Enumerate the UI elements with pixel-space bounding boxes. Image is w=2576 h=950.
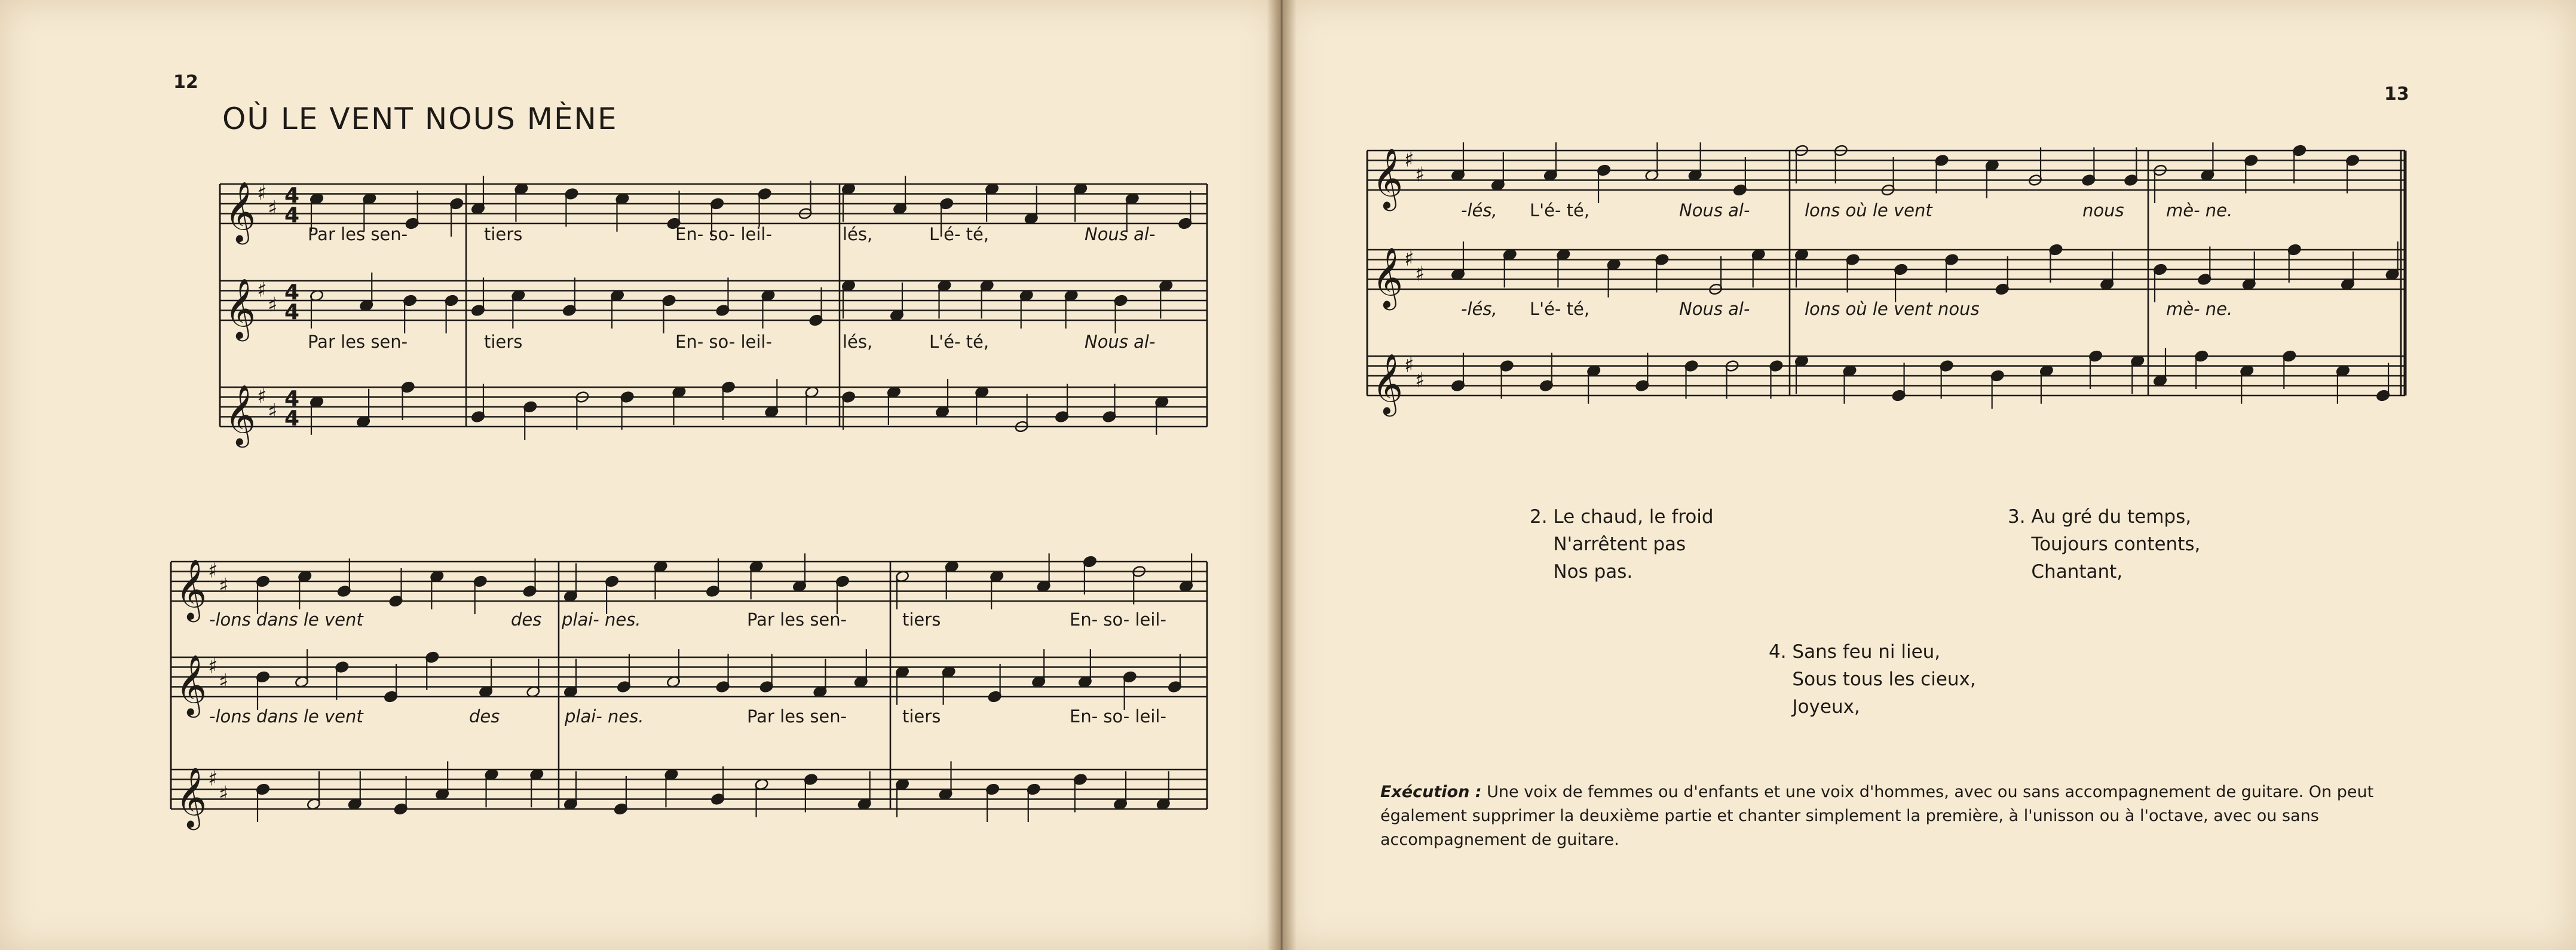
- s3-v2-l0: -lés,: [1461, 299, 1497, 319]
- s2-v1-l4: tiers: [902, 609, 941, 630]
- system3-staff1-clef: 𝄞: [1372, 147, 1404, 209]
- system2-staff2-sharp: ♯: [208, 654, 218, 679]
- time-signature: 4: [284, 300, 300, 324]
- execution-label: Exécution :: [1380, 783, 1482, 801]
- s1-v1-l5: Nous al-: [1085, 224, 1156, 244]
- s2-v2-l1: des: [469, 706, 500, 727]
- s3-v2-l1: L'é- té,: [1530, 299, 1590, 319]
- s2-v1-l1: des: [511, 609, 542, 630]
- time-signature: 4: [284, 406, 300, 431]
- s2-v1-l0: -lons dans le vent: [209, 609, 363, 630]
- s3-v2-l2: Nous al-: [1679, 299, 1750, 319]
- s2-v2-l4: tiers: [902, 706, 941, 727]
- s1-v1-l2: En- so- leil-: [675, 224, 772, 244]
- system3-staff1-sharp: ♯: [1404, 148, 1414, 172]
- system2-staff2-sharp: ♯: [219, 669, 229, 694]
- system1-staff1-sharp: ♯: [268, 196, 278, 220]
- system3-staff3-sharp: ♯: [1415, 368, 1425, 393]
- s1-v1-l3: lés,: [843, 224, 873, 244]
- time-signature: 4: [284, 387, 300, 411]
- system3-staff2-sharp: ♯: [1404, 247, 1414, 271]
- s3-v1-l5: mè- ne.: [2166, 200, 2233, 220]
- verse-3: 3. Au gré du temps, Toujours contents, Chantant,: [2008, 506, 2201, 583]
- system2-staff1-sharp: ♯: [208, 559, 218, 583]
- execution-note: [1380, 780, 2432, 852]
- system3-staff3-clef: 𝄞: [1372, 353, 1404, 414]
- page-number-right: 13: [2384, 84, 2409, 105]
- s2-v1-l5: En- so- leil-: [1070, 609, 1166, 630]
- s1-v1-l1: tiers: [484, 224, 523, 244]
- s2-v2-l5: En- so- leil-: [1070, 706, 1166, 727]
- s3-v2-l4: mè- ne.: [2166, 299, 2233, 319]
- verse-2: 2. Le chaud, le froid N'arrêtent pas Nos pas.: [1530, 506, 1714, 583]
- system2-staff2-clef: 𝄞: [176, 654, 207, 715]
- s1-v2-l4: L'é- té,: [929, 332, 990, 352]
- system3-staff3-sharp: ♯: [1404, 353, 1414, 378]
- verse-4: 4. Sans feu ni lieu, Sous tous les cieux, Joyeux,: [1769, 641, 1976, 718]
- system1-staff2-sharp: ♯: [257, 278, 267, 302]
- time-signature: 4: [284, 183, 300, 208]
- s1-v2-l1: tiers: [484, 332, 523, 352]
- system1-staff1-sharp: ♯: [257, 181, 267, 206]
- s1-v2-l2: En- so- leil-: [675, 332, 772, 352]
- system3-staff2-clef: 𝄞: [1372, 246, 1404, 308]
- system2-staff1-clef: 𝄞: [176, 558, 207, 620]
- page-number-left: 12: [173, 72, 198, 93]
- time-signature: 4: [284, 203, 300, 228]
- execution-text: Une voix de femmes ou d'enfants et une voix d'hommes, avec ou sans accompagnement de guitare. On peut également supprimer la deuxième partie et chanter simplement la première, à l'unisson ou à l'octave, avec ou sans accompagnement de guitare.: [1380, 783, 2374, 849]
- s2-v1-l2: plai- nes.: [562, 609, 641, 630]
- staves: [171, 147, 2405, 831]
- system1-staff2-sharp: ♯: [268, 293, 278, 317]
- system1-staff2-clef: 𝄞: [225, 277, 256, 339]
- s3-v2-l3: lons où le vent nous: [1805, 299, 1980, 319]
- system3-staff1-sharp: ♯: [1415, 163, 1425, 187]
- s1-v2-l0: Par les sen-: [308, 332, 408, 352]
- system1-staff3-sharp: ♯: [257, 384, 267, 409]
- system2-staff3-clef: 𝄞: [176, 766, 207, 828]
- s3-v1-l3: lons où le vent: [1805, 200, 1932, 220]
- s3-v1-l0: -lés,: [1461, 200, 1497, 220]
- s3-v1-l2: Nous al-: [1679, 200, 1750, 220]
- s2-v1-l3: Par les sen-: [747, 609, 847, 630]
- s2-v2-l3: Par les sen-: [747, 706, 847, 727]
- s1-v2-l5: Nous al-: [1085, 332, 1156, 352]
- system1-staff1-clef: 𝄞: [225, 180, 256, 242]
- s3-v1-l1: L'é- té,: [1530, 200, 1590, 220]
- s3-v1-l4: nous: [2082, 200, 2124, 220]
- system2-staff3-sharp: ♯: [219, 782, 229, 806]
- system2-staff1-sharp: ♯: [219, 574, 229, 598]
- s1-v1-l4: L'é- té,: [929, 224, 990, 244]
- system1-staff3-sharp: ♯: [268, 399, 278, 424]
- time-signature: 4: [284, 280, 300, 305]
- s2-v2-l2: plai- nes.: [565, 706, 644, 727]
- system3-staff2-sharp: ♯: [1415, 262, 1425, 286]
- s1-v1-l0: Par les sen-: [308, 224, 408, 244]
- system1-staff3-clef: 𝄞: [225, 384, 256, 445]
- s2-v2-l0: -lons dans le vent: [209, 706, 363, 727]
- s1-v2-l3: lés,: [843, 332, 873, 352]
- song-title: OÙ LE VENT NOUS MÈNE: [222, 102, 618, 136]
- system2-staff3-sharp: ♯: [208, 767, 218, 791]
